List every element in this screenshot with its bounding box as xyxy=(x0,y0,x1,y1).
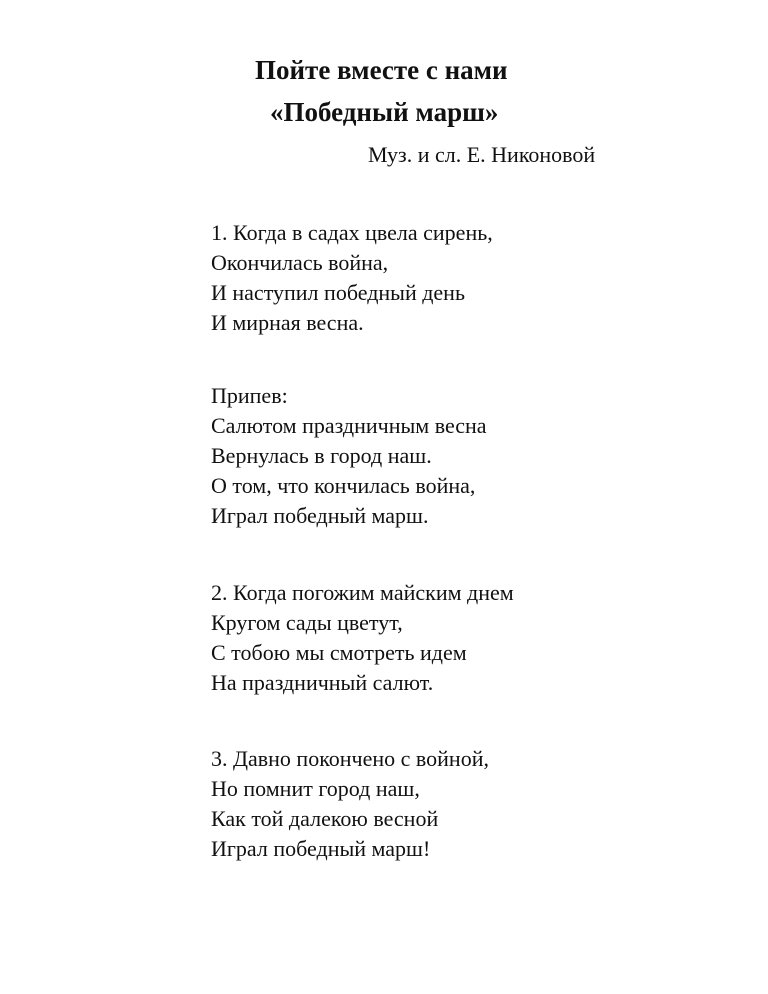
lyric-line: На праздничный салют. xyxy=(211,670,434,695)
stanza-verse-3 xyxy=(211,744,731,864)
song-author: Муз. и сл. Е. Никоновой xyxy=(368,142,596,167)
stanza-spacer xyxy=(211,698,731,744)
stanza-chorus xyxy=(211,381,731,531)
lyric-line: Играл победный марш! xyxy=(211,836,431,861)
lyric-line: 1. Когда в садах цвела сирень, xyxy=(211,220,493,245)
lyric-line: И мирная весна. xyxy=(211,310,364,335)
lyric-line: О том, что кончилась война, xyxy=(211,473,476,498)
lyric-line: Кругом сады цветут, xyxy=(211,610,403,635)
lyric-line: 3. Давно покончено с войной, xyxy=(211,746,489,771)
stanza-verse-1 xyxy=(211,218,731,338)
song-lyrics xyxy=(211,218,731,864)
lyric-line: Как той далекою весной xyxy=(211,806,439,831)
chorus-label: Припев: xyxy=(211,383,288,408)
lyric-line: Но помнит город наш, xyxy=(211,776,420,801)
page-title: Пойте вместе с нами xyxy=(255,55,508,85)
lyric-line: 2. Когда погожим майским днем xyxy=(211,580,514,605)
stanza-verse-2 xyxy=(211,578,731,698)
lyric-line: Салютом праздничным весна xyxy=(211,413,487,438)
stanza-spacer xyxy=(211,338,731,381)
song-title: «Победный марш» xyxy=(270,97,499,127)
lyric-line: Вернулась в город наш. xyxy=(211,443,432,468)
lyric-line: Окончилась война, xyxy=(211,250,389,275)
lyric-line: С тобою мы смотреть идем xyxy=(211,640,467,665)
lyric-line: И наступил победный день xyxy=(211,280,465,305)
stanza-spacer xyxy=(211,531,731,578)
lyric-line: Играл победный марш. xyxy=(211,503,429,528)
